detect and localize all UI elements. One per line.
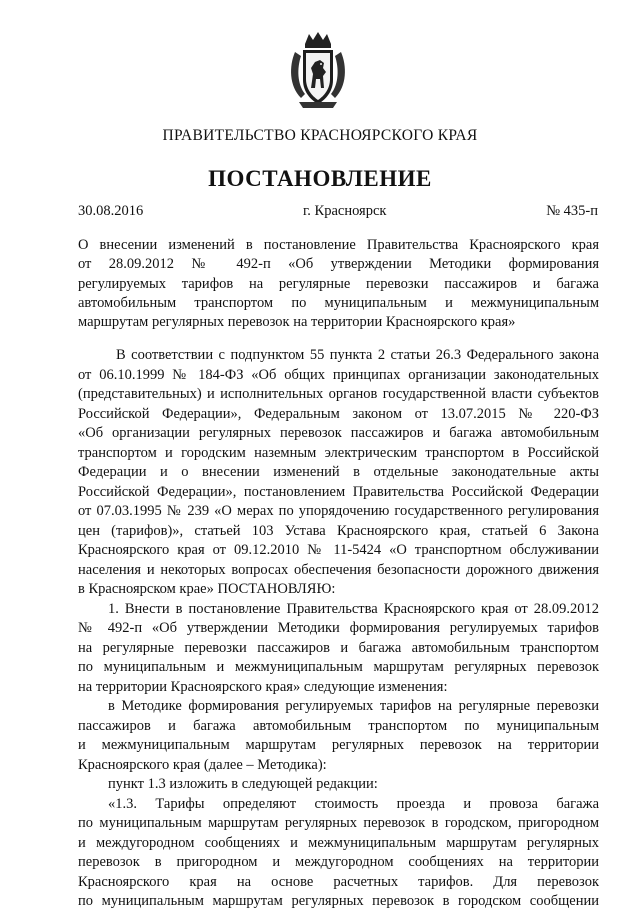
body-line: по муниципальным маршрутам регулярных перевозок в городском, пригородном [78,815,599,831]
body-line: Красноярского края от 09.12.2010 № 11-5424 «О транспортном обслуживании [78,542,599,558]
coat-of-arms-icon [287,30,349,110]
document-number: № 435-п [546,203,598,219]
body-line: в Методике формирования регулируемых тарифов на регулярные перевозки [108,698,599,714]
body-line: от 07.03.1995 № 239 «О мерах по упорядочению государственного регулирования [78,503,599,519]
body-line: В соответствии с подпунктом 55 пункта 2 статьи 26.3 Федерального закона [116,347,599,363]
government-name: ПРАВИТЕЛЬСТВО КРАСНОЯРСКОГО КРАЯ [162,127,478,144]
body-line: Федерации и о внесении изменений в отдельные законодательные акты [78,464,599,480]
body-line: Российской Федерации», постановлением Правительства Российской Федерации [78,483,599,500]
document-meta-row [78,203,598,220]
subject-line: от 28.09.2012 № 492-п «Об утверждении Методики формирования [78,256,599,273]
body-line: цен (тарифов)», статьей 103 Устава Красноярского края, статьей 6 Закона [78,522,599,539]
body-line: «1.3. Тарифы определяют стоимость проезда и провоза багажа [108,795,599,812]
body-line: перевозок в пригородном и междугородном сообщениях на территории [78,854,599,870]
body-line: № 492-п «Об утверждении Методики формирования регулируемых тарифов [78,620,599,636]
body-line: в Красноярском крае» ПОСТАНОВЛЯЮ: [78,581,336,597]
subject-line: регулируемых тарифов на регулярные перевозки пассажиров и багажа [78,275,599,292]
body-line: на регулярные перевозки пассажиров и багажа автомобильным транспортом [78,639,599,656]
body-line: Российской Федерации», Федеральным законом от 13.07.2015 № 220-ФЗ [78,405,599,422]
body-line: по муниципальным маршрутам регулярных перевозок в городском сообщении [78,893,599,909]
subject-line: автомобильным транспортом по муниципальным и межмуниципальным [78,294,599,311]
document-subject [78,236,599,332]
document-type-title: ПОСТАНОВЛЕНИЕ [208,166,432,191]
body-line: от 06.10.1999 № 184-ФЗ «Об общих принципах организации законодательных [78,366,599,383]
body-line: Красноярского края (далее – Методика): [78,756,327,773]
subject-line: маршрутам регулярных перевозок на территории Красноярского края» [78,314,516,331]
body-line: на территории Красноярского края» следующие изменения: [78,678,448,695]
body-line: и межмуниципальным маршрутам регулярных перевозок на территории [78,737,599,753]
body-line: по муниципальным и межмуниципальным маршрутам регулярных перевозок [78,659,599,675]
document-body [78,346,599,912]
subject-line: О внесении изменений в постановление Правительства Красноярского края [78,237,599,253]
body-line: 1. Внести в постановление Правительства Красноярского края от 28.09.2012 [108,600,599,617]
document-city: г. Красноярск [302,203,387,219]
body-line: Красноярского края на основе расчетных тарифов. Для перевозок [78,873,599,890]
body-line: «Об организации регулярных перевозок пассажиров и багажа автомобильным [78,425,599,441]
body-line: транспортом и городским наземным электрическим транспортом в Российской [78,444,599,461]
body-line: населения и некоторых вопросах обеспечения безопасности дорожного движения [78,561,599,578]
body-line: пункт 1.3 изложить в следующей редакции: [108,776,378,792]
body-line: и междугородном сообщениях и межмуниципальным маршрутам регулярных [78,834,599,851]
body-line: пассажиров и багажа автомобильным транспортом по муниципальным [78,717,599,734]
document-date: 30.08.2016 [78,203,144,219]
body-line: (представительных) и исполнительных органов государственной власти субъектов [78,386,599,402]
